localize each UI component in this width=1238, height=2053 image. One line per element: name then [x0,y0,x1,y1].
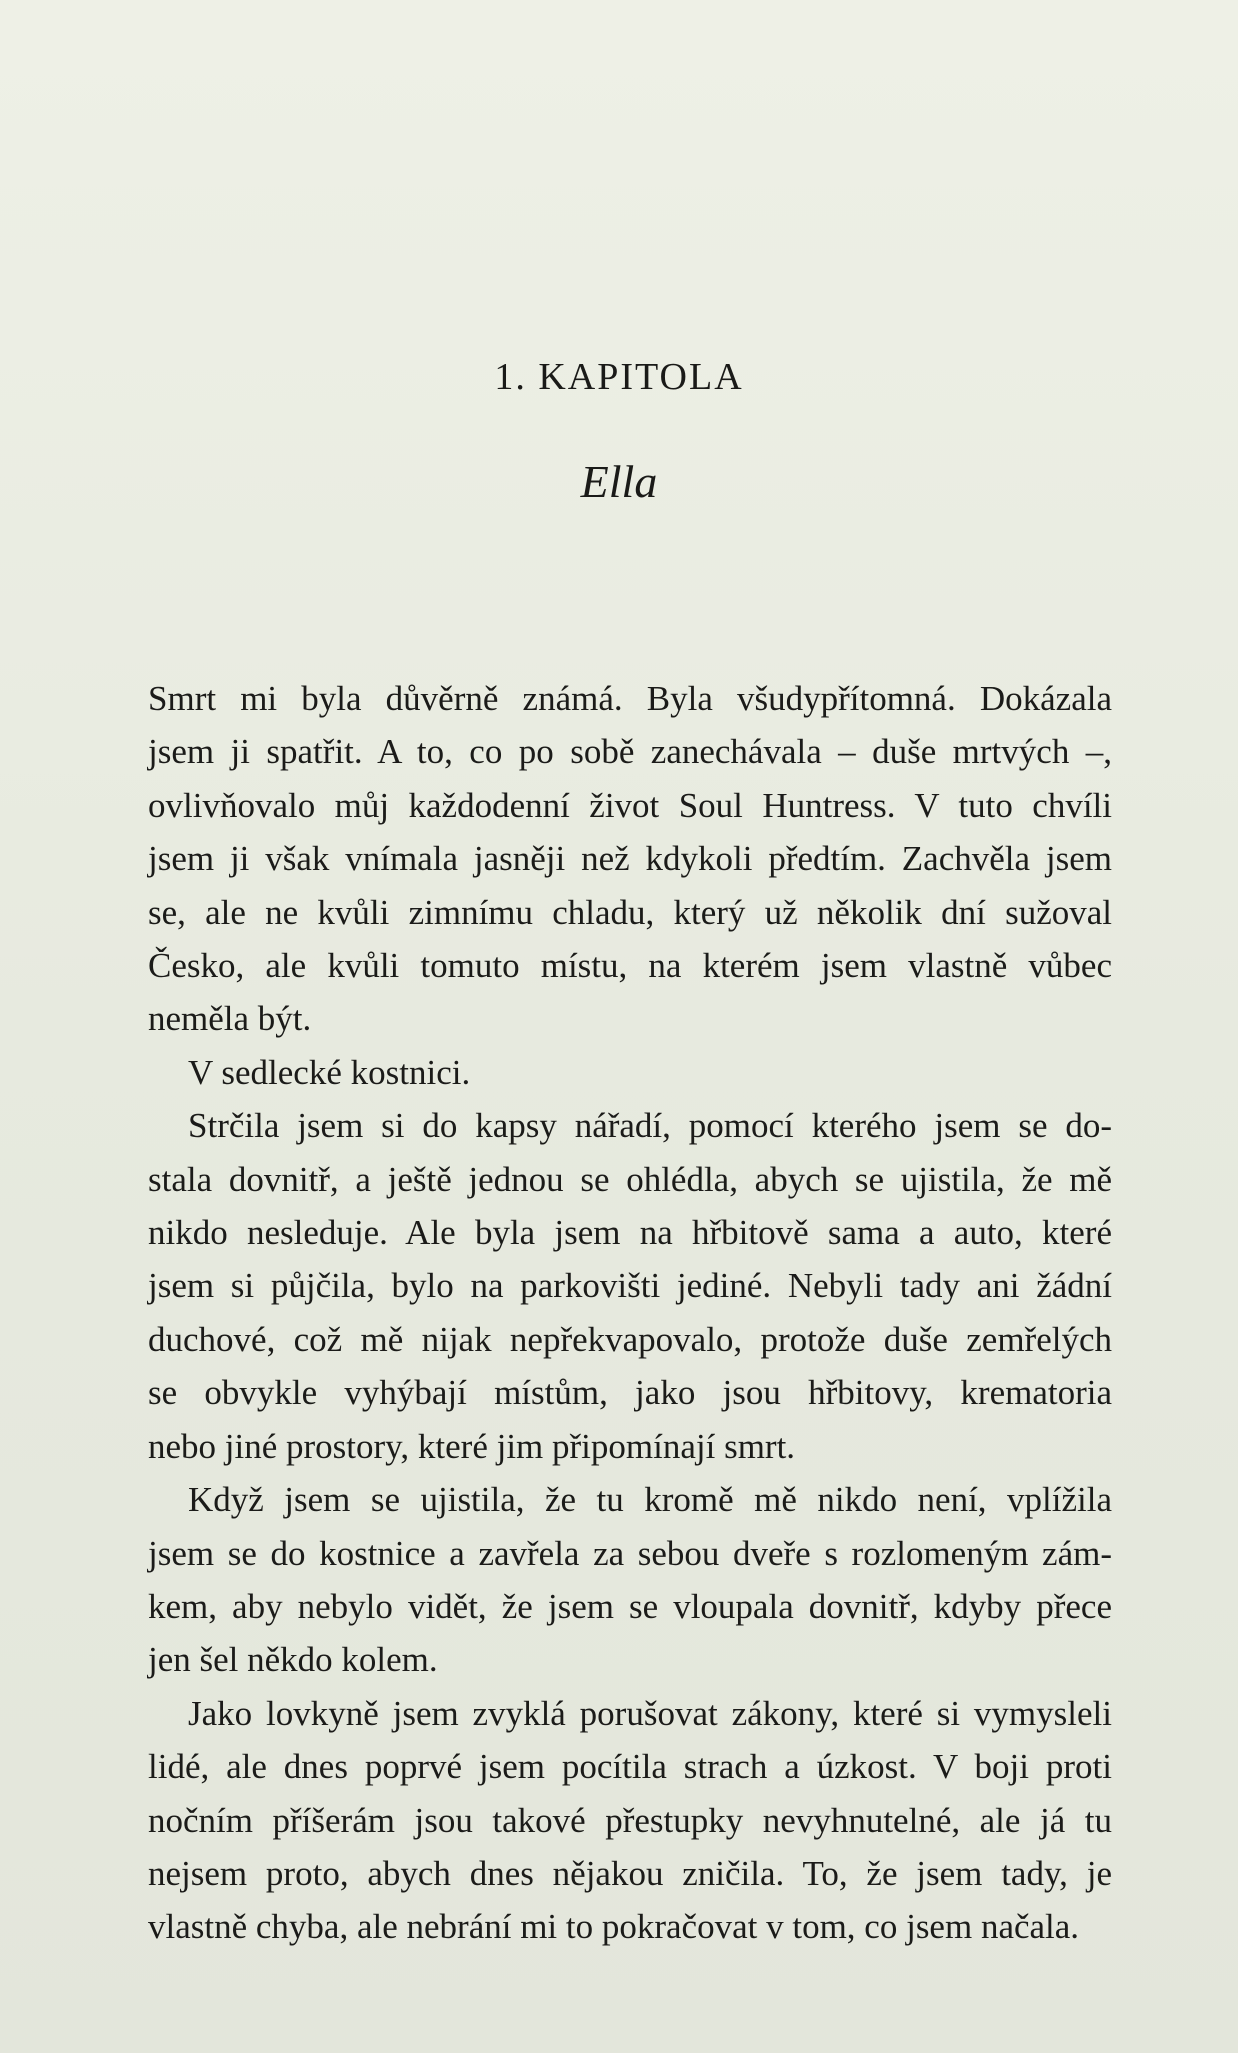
text-line: jsem ji spatřit. A to, co po sobě zanechávala – duše mrtvých –, [148,732,1112,772]
chapter-heading: 1. KAPITOLA [494,356,744,398]
body-text [148,672,1112,1954]
text-line: jsem si půjčila, bylo na parkovišti jediné. Nebyli tady ani žádní [148,1266,1112,1306]
text-line: jsem ji však vnímala jasněji než kdykoli předtím. Zachvěla jsem [148,839,1112,879]
text-line: Česko, ale kvůli tomuto místu, na kterém jsem vlastně vůbec [148,946,1112,986]
chapter-name: Ella [580,456,658,507]
text-line: nejsem proto, abych dnes nějakou zničila. To, že jsem tady, je [148,1853,1112,1893]
text-line: ovlivňovalo můj každodenní život Soul Huntress. V tuto chvíli [148,785,1112,825]
text-line: nebo jiné prostory, které jim připomínají smrt. [148,1426,796,1466]
text-line: neměla být. [148,999,312,1039]
text-line: Strčila jsem si do kapsy nářadí, pomocí kterého jsem se do- [188,1106,1112,1146]
text-line: Jako lovkyně jsem zvyklá porušovat zákony, které si vymysleli [188,1693,1112,1733]
text-line: jsem se do kostnice a zavřela za sebou dveře s rozlomeným zám- [148,1533,1112,1573]
paragraph [148,1473,1112,1687]
paragraph [148,1046,1112,1099]
paragraph [148,1687,1112,1954]
text-line: nočním příšerám jsou takové přestupky nevyhnutelné, ale já tu [148,1800,1112,1840]
text-line: jen šel někdo kolem. [148,1640,438,1680]
text-line: se, ale ne kvůli zimnímu chladu, který už několik dní sužoval [148,892,1112,932]
paragraph [148,1099,1112,1473]
text-line: vlastně chyba, ale nebrání mi to pokračovat v tom, co jsem načala. [148,1907,1080,1947]
paragraph [148,672,1112,1046]
text-line: kem, aby nebylo vidět, že jsem se vloupala dovnitř, kdyby přece [148,1586,1112,1626]
text-line: se obvykle vyhýbají místům, jako jsou hřbitovy, krematoria [148,1373,1112,1413]
text-line: duchové, což mě nijak nepřekvapovalo, protože duše zemřelých [148,1319,1112,1359]
text-line: V sedlecké kostnici. [188,1052,471,1092]
text-line: lidé, ale dnes poprvé jsem pocítila strach a úzkost. V boji proti [148,1747,1112,1787]
text-line: Když jsem se ujistila, že tu kromě mě nikdo není, vplížila [188,1480,1112,1520]
text-line: nikdo nesleduje. Ale byla jsem na hřbitově sama a auto, které [148,1213,1112,1253]
text-line: Smrt mi byla důvěrně známá. Byla všudypřítomná. Dokázala [148,679,1112,718]
text-line: stala dovnitř, a ještě jednou se ohlédla, abych se ujistila, že mě [148,1159,1112,1199]
